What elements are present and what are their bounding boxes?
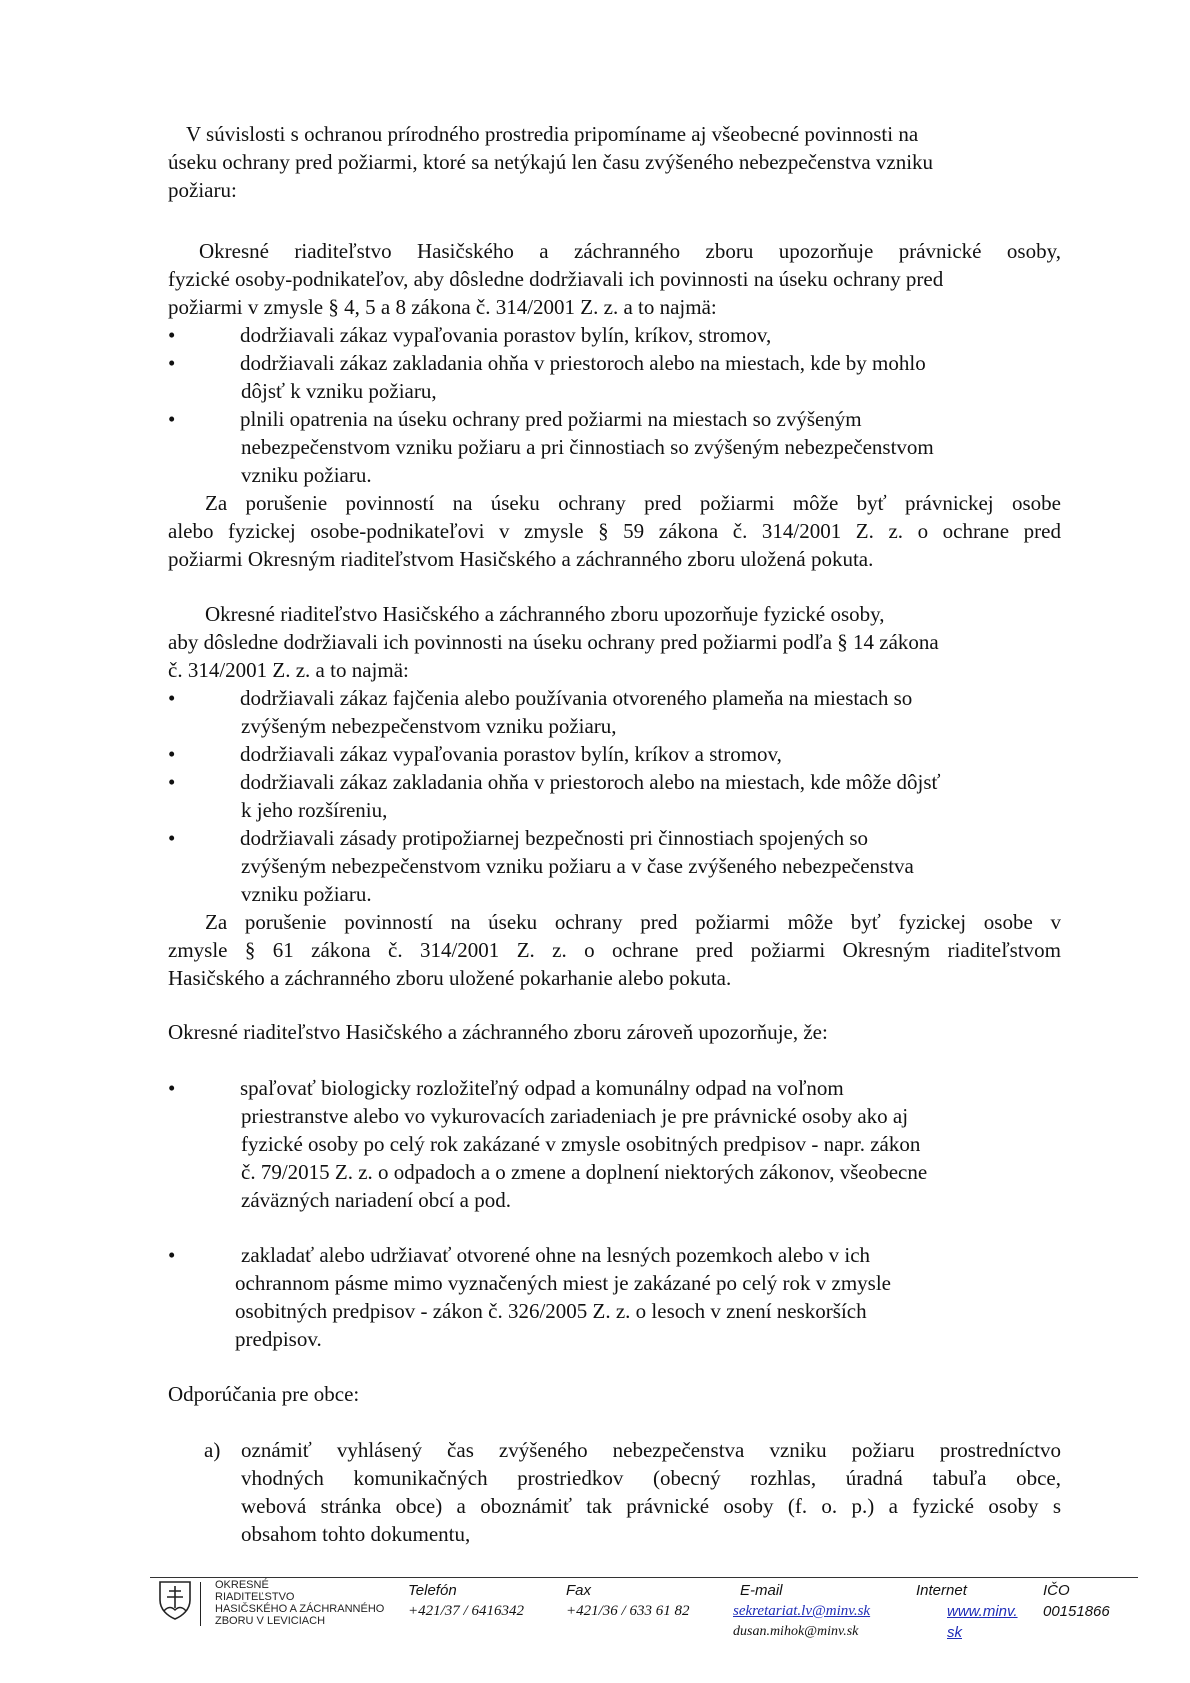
bullet-glyph: • <box>168 1076 176 1100</box>
list-item-text: dodržiavali zákaz vypaľovania porastov bylín, kríkov, stromov, <box>240 323 772 347</box>
bullet-glyph: • <box>168 742 176 766</box>
fax-label: Fax <box>566 1582 592 1599</box>
list-item-text: zvýšeným nebezpečenstvom vzniku požiaru a v čase zvýšeného nebezpečenstva <box>241 854 914 878</box>
email-label: E-mail <box>740 1582 783 1599</box>
footer-separator <box>200 1582 201 1626</box>
list-item-text: ochrannom pásme mimo vyznačených miest je zakázané po celý rok v zmysle <box>235 1271 892 1295</box>
list-item-text: dodržiavali zákaz fajčenia alebo používania otvoreného plameňa na miestach so <box>240 686 913 710</box>
list-item-text: oznámiť vyhlásený čas zvýšeného nebezpečenstva vzniku požiaru prostredníctvo <box>241 1438 1061 1462</box>
list-item-text: dodržiavali zákaz vypaľovania porastov bylín, kríkov a stromov, <box>240 742 782 766</box>
list-item-text: vzniku požiaru. <box>241 463 372 487</box>
website-link-part2[interactable]: sk <box>947 1624 962 1641</box>
internet-label: Internet <box>916 1582 967 1599</box>
footer-divider <box>150 1577 1138 1578</box>
state-emblem-logo <box>158 1580 192 1620</box>
text-line: V súvislosti s ochranou prírodného prostredia pripomíname aj všeobecné povinnosti na <box>186 122 919 146</box>
list-item-text: webová stránka obce) a oboznámiť tak právnické osoby (f. o. p.) a fyzické osoby s <box>241 1494 1061 1518</box>
list-item-text: záväzných nariadení obcí a pod. <box>241 1188 511 1212</box>
bullet-glyph: • <box>168 826 176 850</box>
text-line: Za porušenie povinností na úseku ochrany pred požiarmi môže byť fyzickej osobe v <box>205 910 1061 934</box>
text-line: zmysle § 61 zákona č. 314/2001 Z. z. o ochrane pred požiarmi Okresným riaditeľstvom <box>168 938 1061 962</box>
text-line: Hasičského a záchranného zboru uložené pokarhanie alebo pokuta. <box>168 966 732 990</box>
text-line: Za porušenie povinností na úseku ochrany pred požiarmi môže byť právnickej osobe <box>205 491 1061 515</box>
section-heading: Odporúčania pre obce: <box>168 1382 360 1406</box>
text-line: požiaru: <box>168 178 237 202</box>
text-line: fyzické osoby-podnikateľov, aby dôsledne dodržiavali ich povinnosti na úseku ochrany pred <box>168 267 944 291</box>
org-name-line: ZBORU V LEVICIACH <box>215 1615 326 1627</box>
list-item-text: nebezpečenstvom vzniku požiaru a pri činnostiach so zvýšeným nebezpečenstvom <box>241 435 934 459</box>
email-link-text[interactable]: sekretariat.lv@minv.sk <box>733 1603 871 1619</box>
text-line: Okresné riaditeľstvo Hasičského a záchranného zboru upozorňuje právnické osoby, <box>199 239 1061 263</box>
list-item-text: dodržiavali zákaz zakladania ohňa v priestoroch alebo na miestach, kde môže dôjsť <box>240 770 941 794</box>
text-line: Okresné riaditeľstvo Hasičského a záchranného zboru upozorňuje fyzické osoby, <box>205 602 885 626</box>
list-item-text: osobitných predpisov - zákon č. 326/2005 Z. z. o lesoch v znení neskorších <box>235 1299 867 1323</box>
bullet-glyph: • <box>168 323 176 347</box>
email-secondary: dusan.mihok@minv.sk <box>733 1624 859 1639</box>
bullet-glyph: • <box>168 1243 176 1267</box>
list-item-text: vhodných komunikačných prostriedkov (obecný rozhlas, úradná tabuľa obce, <box>241 1466 1061 1490</box>
org-name-line: OKRESNÉ <box>215 1579 269 1591</box>
text-line: aby dôsledne dodržiavali ich povinnosti na úseku ochrany pred požiarmi podľa § 14 zákona <box>168 630 939 654</box>
bullet-glyph: • <box>168 351 176 375</box>
list-item-text: plnili opatrenia na úseku ochrany pred požiarmi na miestach so zvýšeným <box>240 407 862 431</box>
bullet-glyph: • <box>168 686 176 710</box>
text-line: požiarmi Okresným riaditeľstvom Hasičského a záchranného zboru uložená pokuta. <box>168 547 874 571</box>
list-item-text: zvýšeným nebezpečenstvom vzniku požiaru, <box>241 714 617 738</box>
list-item-text: zakladať alebo udržiavať otvorené ohne na lesných pozemkoch alebo v ich <box>241 1243 871 1267</box>
ico-value: 00151866 <box>1043 1603 1110 1620</box>
text-line: Okresné riaditeľstvo Hasičského a záchranného zboru zároveň upozorňuje, že: <box>168 1020 828 1044</box>
ico-label: IČO <box>1043 1582 1070 1599</box>
bullet-glyph: • <box>168 770 176 794</box>
list-item-text: obsahom tohto dokumentu, <box>241 1522 471 1546</box>
list-item-text: dodržiavali zásady protipožiarnej bezpečnosti pri činnostiach spojených so <box>240 826 869 850</box>
text-line: č. 314/2001 Z. z. a to najmä: <box>168 658 409 682</box>
list-item-text: fyzické osoby po celý rok zakázané v zmysle osobitných predpisov - napr. zákon <box>241 1132 921 1156</box>
website-link[interactable] <box>947 1603 1018 1621</box>
text-line: alebo fyzickej osobe-podnikateľovi v zmysle § 59 zákona č. 314/2001 Z. z. o ochrane pred <box>168 519 1061 543</box>
website-link-part1[interactable]: www.minv. <box>947 1603 1018 1620</box>
list-item-text: k jeho rozšíreniu, <box>241 798 388 822</box>
telefon-value: +421/37 / 6416342 <box>408 1603 524 1619</box>
org-name-line: HASIČSKÉHO A ZÁCHRANNÉHO <box>215 1603 385 1615</box>
telefon-label: Telefón <box>408 1582 457 1599</box>
bullet-glyph: • <box>168 407 176 431</box>
fax-value: +421/36 / 633 61 82 <box>566 1603 690 1619</box>
website-link-cont[interactable] <box>947 1624 962 1642</box>
list-item-text: dodržiavali zákaz zakladania ohňa v priestoroch alebo na miestach, kde by mohlo <box>240 351 926 375</box>
list-item-text: č. 79/2015 Z. z. o odpadoch a o zmene a doplnení niektorých zákonov, všeobecne <box>241 1160 928 1184</box>
text-line: požiarmi v zmysle § 4, 5 a 8 zákona č. 314/2001 Z. z. a to najmä: <box>168 295 717 319</box>
list-item-text: spaľovať biologicky rozložiteľný odpad a komunálny odpad na voľnom <box>240 1076 844 1100</box>
list-item-text: vzniku požiaru. <box>241 882 372 906</box>
org-name-line: RIADITEĽSTVO <box>215 1591 295 1603</box>
email-link-sekretariat[interactable] <box>733 1603 870 1620</box>
list-marker: a) <box>204 1438 221 1462</box>
text-line: úseku ochrany pred požiarmi, ktoré sa netýkajú len času zvýšeného nebezpečenstva vzniku <box>168 150 934 174</box>
list-item-text: priestranstve alebo vo vykurovacích zariadeniach je pre právnické osoby ako aj <box>241 1104 909 1128</box>
list-item-text: dôjsť k vzniku požiaru, <box>241 379 437 403</box>
list-item-text: predpisov. <box>235 1327 322 1351</box>
